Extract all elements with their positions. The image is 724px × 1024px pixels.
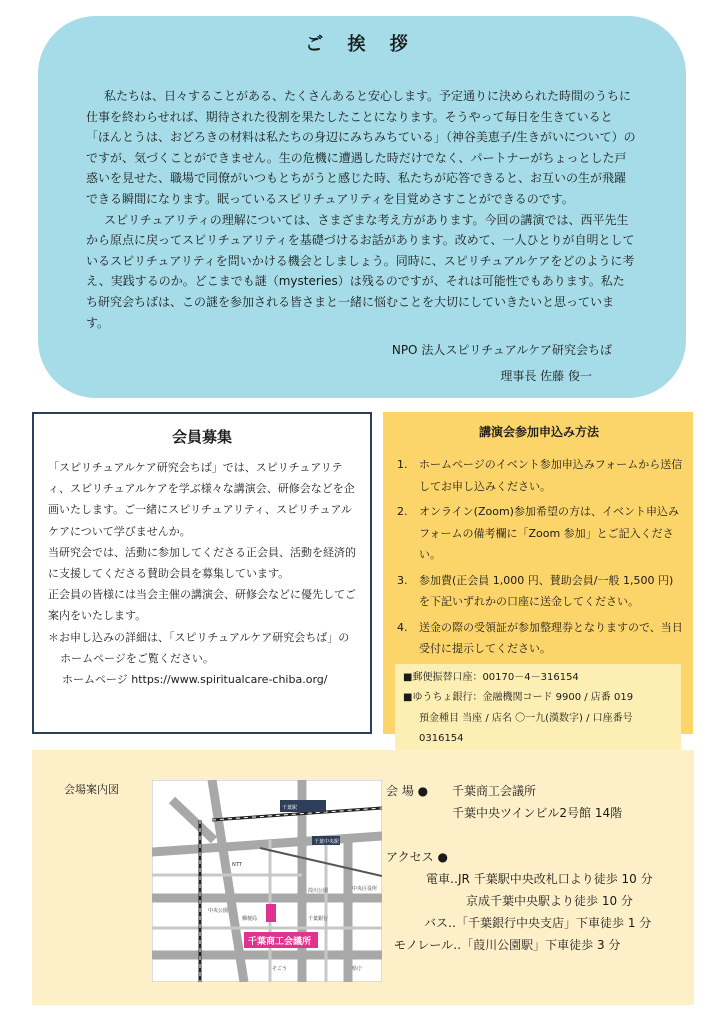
step-text: ホームページのイベント参加申込みフォームから送信してお申し込みください。 <box>419 458 683 493</box>
step-number: 1. <box>397 458 408 471</box>
access-monorail: モノレール‥「葭川公園駅」下車徒歩 3 分 <box>394 938 621 952</box>
application-steps <box>395 454 683 660</box>
map-label-bank: 千葉銀行 <box>308 916 329 922</box>
membership-paragraph-3: 正会員の皆様には当会主催の講演会、研修会などに優先してご案内をいたします。 <box>48 588 356 623</box>
step-text: 送金の際の受領証が参加整理券となりますので、当日受付に提示してください。 <box>419 620 683 655</box>
yucho-bank-info: ■ゆうちょ銀行：金融機関コード 9900 / 店番 019 <box>403 692 634 703</box>
access-train-keisei: 京成千葉中央駅より徒歩 10 分 <box>466 894 633 908</box>
venue-building-marker <box>266 904 276 922</box>
venue-address: 千葉中央ツインビル2号館 14階 <box>452 806 623 820</box>
step-number: 3. <box>397 573 408 587</box>
map-label-city-hall: 中央区役所 <box>352 886 378 892</box>
venue-section <box>32 750 694 1005</box>
access-train-jr: 電車‥JR 千葉駅中央改札口より徒歩 10 分 <box>426 872 653 886</box>
application-box <box>383 412 693 744</box>
greeting-paragraph-1: 私たちは、日々することがある、たくさんあると安心します。予定通りに決められた時間のうちに仕事を終わらせれば、期待された役割を果たしたことになります。そうやって毎日を生きていると「ほんとうは、おどろきの材料は私たちの身辺にみちみちている」（神谷美恵子/生きがいについて）のですが、気づくことができません。生の危機に遭遇した時だけでなく、パートナーがちょっとした戸惑いを見せた、職場で同僚がいつもとちがうと感じた時、私たちが応答できると、お互いの生が飛躍できる瞬間になります。眠っているスピリチュアリティを目覚めさすことができるのです。 <box>86 89 636 206</box>
map-label-kencho: 県庁 <box>352 966 363 972</box>
account-details: 預金種目 当座 / 店名 〇一九(漢数字) / 口座番号 0316154 <box>419 712 633 744</box>
application-step <box>395 570 683 613</box>
membership-note: ＊お申し込みの詳細は、「スピリチュアルケア研究会ちば」のホームページをご覧ください。 <box>48 630 350 665</box>
map-label-keisei: 千葉中央駅 <box>314 839 340 845</box>
map-label-post: 郵便局 <box>242 916 258 922</box>
application-title: 講演会参加申込み方法 <box>478 425 599 439</box>
membership-box <box>32 412 372 734</box>
step-text: 参加費(正会員 1,000 円、賛助会員/一般 1,500 円)を下記いずれかの口座に送金してください。 <box>419 573 674 608</box>
map-label-park: 中央公園 <box>208 908 229 914</box>
step-number: 2. <box>397 505 408 518</box>
access-label: アクセス ● <box>386 850 448 864</box>
map-label-ntt: NTT <box>232 862 242 868</box>
map-label-yoshikawa: 葭川公園 <box>308 888 329 894</box>
access-bus: バス‥「千葉銀行中央支店」下車徒歩 1 分 <box>424 916 652 930</box>
application-step <box>395 501 683 566</box>
greeting-panel <box>38 16 686 398</box>
map-title: 会場案内図 <box>64 783 119 796</box>
postal-transfer-account: ■郵便振替口座：00170－4－316154 <box>403 671 579 683</box>
membership-paragraph-1: 「スピリチュアルケア研究会ちば」では、スピリチュアリティ、スピリチュアルケアを学ぶ様々な講演会、研修会などを企画いたします。ご一緒にスピリチュアリティ、スピリチュアルケアについて学びませんか。 <box>48 461 355 538</box>
homepage-link[interactable]: ホームページ https://www.spiritualcare-chiba.org/ <box>62 673 328 687</box>
map-label-station: 千葉駅 <box>282 805 298 811</box>
map-label-venue: 千葉商工会議所 <box>248 937 312 947</box>
signature-name: 理事長 佐藤 俊一 <box>500 369 592 383</box>
venue-map <box>152 780 382 982</box>
venue-label: 会 場 ● <box>386 784 429 798</box>
step-number: 4. <box>397 620 408 634</box>
venue-name: 千葉商工会議所 <box>452 784 537 798</box>
map-label-sogo: そごう <box>272 966 288 972</box>
step-text: オンライン(Zoom)参加希望の方は、イベント申込みフォームの備考欄に「Zoom 参加」とご記入ください。 <box>419 505 679 561</box>
membership-paragraph-2: 当研究会では、活動に参加してくださる正会員、活動を経済的に支援してくださる賛助会員を募集しています。 <box>48 545 356 581</box>
greeting-title: ご 挨 拶 <box>305 34 417 55</box>
application-step <box>395 454 683 497</box>
membership-title: 会員募集 <box>171 428 232 446</box>
map-graphic <box>152 780 382 982</box>
greeting-paragraph-2: スピリチュアリティの理解については、さまざまな考え方があります。今回の講演では、西平先生から原点に戻ってスピリチュアリティを基礎づけるお話があります。改めて、一人ひとりが自明としているスピリチュアリティを問いかける機会としましょう。同時に、スピリチュアルケアをどのように考え、実践するのか。どこまでも謎（mysteries）は残るのですが、それは可能性でもあります。私たち研究会ちばは、この謎を参加される皆さまと一緒に悩むことを大切にしていきたいと思っています。 <box>86 212 635 330</box>
application-step <box>395 617 683 660</box>
signature-organization: NPO 法人スピリチュアルケア研究会ちば <box>391 343 612 357</box>
